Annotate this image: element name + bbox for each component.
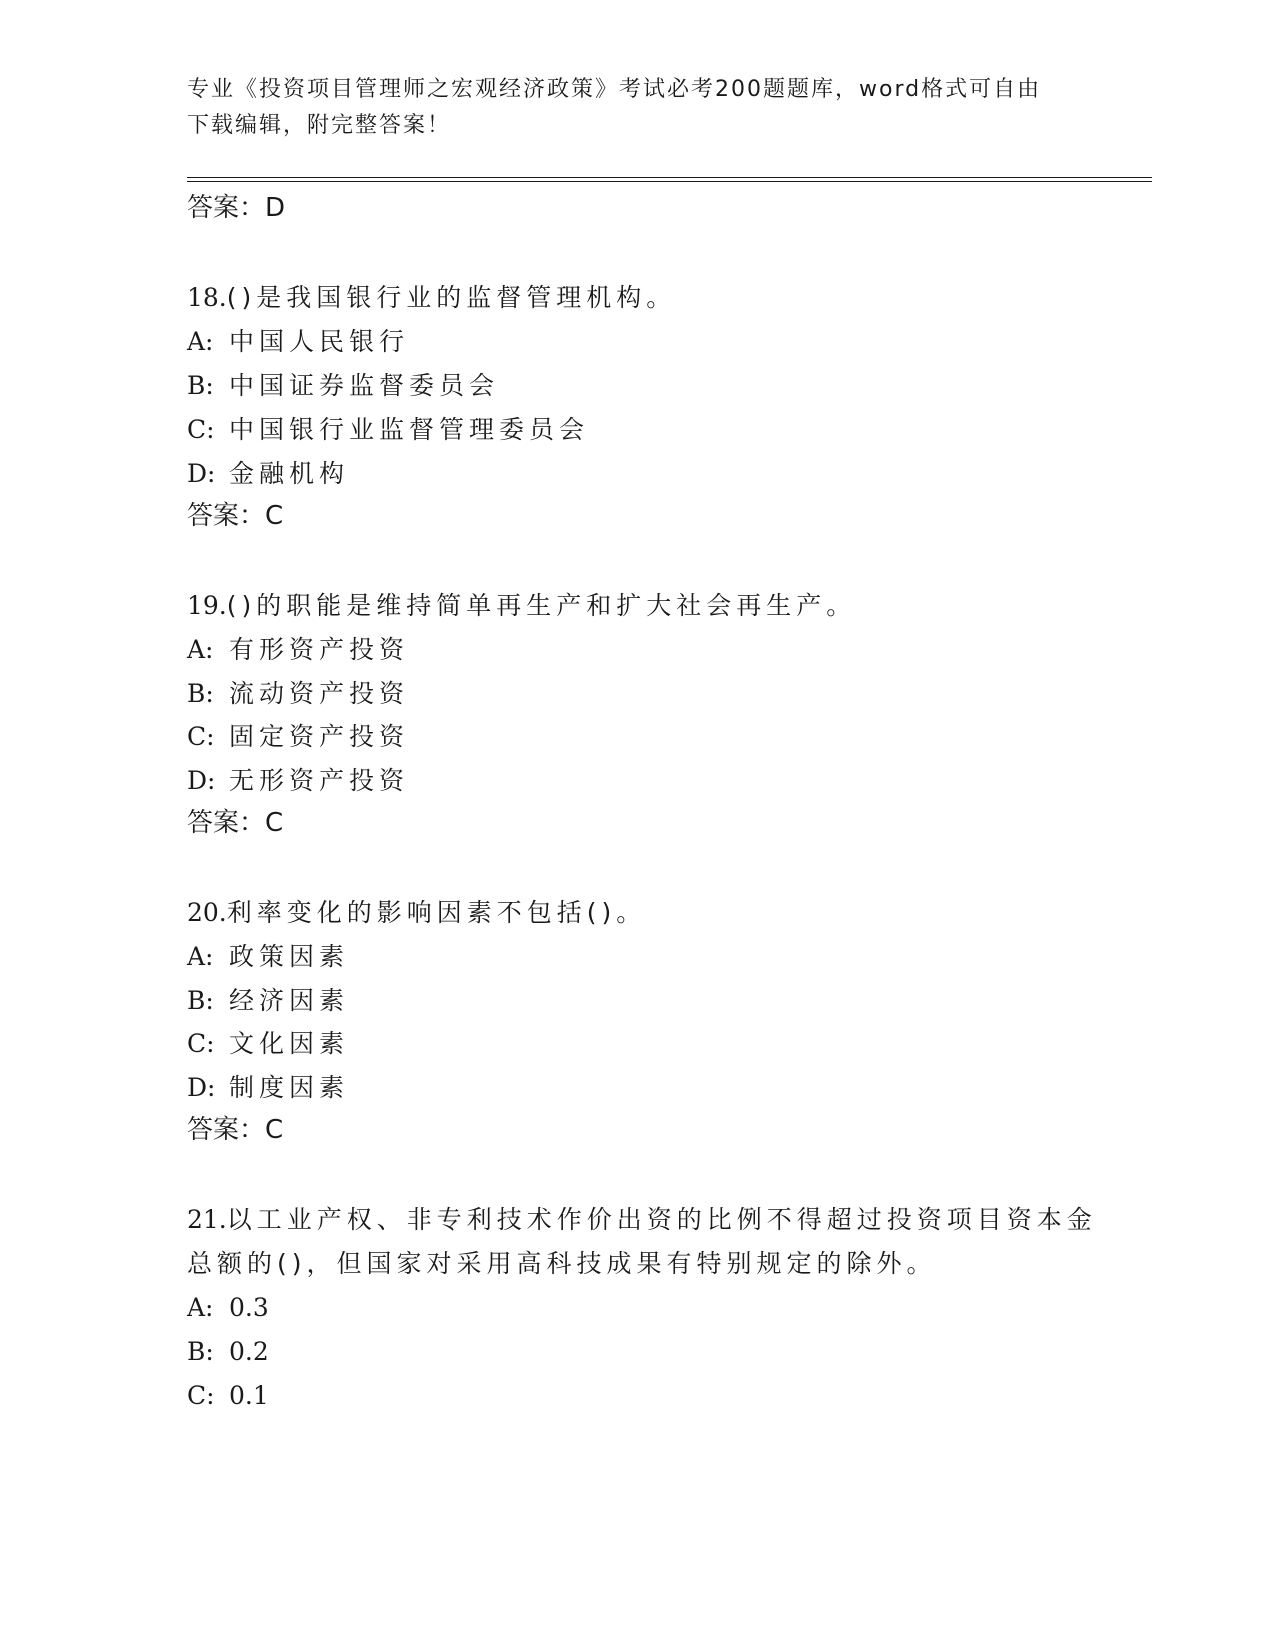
option-text: 中国银行业监督管理委员会 <box>229 415 590 444</box>
option-label: D: <box>187 1073 216 1102</box>
question-text: ()是我国银行业的监督管理机构。 <box>226 283 677 312</box>
option-label: C: <box>187 415 215 444</box>
question-19-answer: 答案：C <box>187 808 284 838</box>
option-text: 制度因素 <box>229 1073 350 1102</box>
option-text: 0.1 <box>229 1381 269 1410</box>
option-text: 0.2 <box>229 1337 269 1366</box>
option-label: C: <box>187 722 215 751</box>
question-number: 19. <box>187 591 227 620</box>
question-18-option-b <box>187 364 499 408</box>
option-text: 经济因素 <box>229 986 350 1015</box>
option-label: B: <box>187 679 214 708</box>
option-label: A: <box>187 1293 214 1322</box>
option-label: B: <box>187 371 214 400</box>
question-20-option-c <box>187 1022 349 1066</box>
question-21-option-c <box>187 1374 269 1418</box>
question-19-option-a <box>187 628 409 672</box>
question-19-option-c <box>187 715 409 759</box>
option-label: A: <box>187 942 214 971</box>
option-label: D: <box>187 766 216 795</box>
option-label: B: <box>187 986 214 1015</box>
question-number: 18. <box>187 283 227 312</box>
header-line-1: 专业《投资项目管理师之宏观经济政策》考试必考200题题库，word格式可自由 <box>187 77 1042 102</box>
question-21 <box>187 1198 1097 1242</box>
question-18-option-a <box>187 320 409 364</box>
previous-answer: 答案：D <box>187 193 286 223</box>
question-19-option-d <box>187 759 409 803</box>
question-21-option-b <box>187 1330 269 1374</box>
option-label: C: <box>187 1381 215 1410</box>
question-19-option-b <box>187 672 409 716</box>
question-text: 利率变化的影响因素不包括()。 <box>226 898 647 927</box>
question-number: 20. <box>187 898 227 927</box>
question-18-answer: 答案：C <box>187 501 284 531</box>
question-20-answer: 答案：C <box>187 1115 284 1145</box>
header-line-2: 下载编辑，附完整答案！ <box>187 113 452 138</box>
option-text: 文化因素 <box>229 1029 350 1058</box>
header-rule-top <box>187 177 1152 178</box>
option-text: 固定资产投资 <box>229 722 410 751</box>
option-text: 无形资产投资 <box>229 766 410 795</box>
option-label: D: <box>187 459 216 488</box>
option-label: B: <box>187 1337 214 1366</box>
option-text: 0.3 <box>229 1293 269 1322</box>
question-18-option-d <box>187 452 349 496</box>
option-text: 金融机构 <box>229 459 350 488</box>
question-20-option-a <box>187 935 349 979</box>
question-18 <box>187 276 676 320</box>
option-label: A: <box>187 635 214 664</box>
option-label: C: <box>187 1029 215 1058</box>
option-text: 流动资产投资 <box>229 679 410 708</box>
option-text: 政策因素 <box>229 942 350 971</box>
question-text: 以工业产权、非专利技术作价出资的比例不得超过投资项目资本金 <box>226 1205 1097 1234</box>
option-label: A: <box>187 327 214 356</box>
question-20 <box>187 891 646 935</box>
question-20-option-d <box>187 1066 349 1110</box>
header-rule-bottom <box>187 181 1152 182</box>
option-text: 中国人民银行 <box>229 327 410 356</box>
question-20-option-b <box>187 979 349 1023</box>
question-18-option-c <box>187 408 589 452</box>
question-19 <box>187 584 856 628</box>
question-21-line-2: 总额的()，但国家对采用高科技成果有特别规定的除外。 <box>187 1249 937 1278</box>
question-21-option-a <box>187 1286 269 1330</box>
question-text: ()的职能是维持简单再生产和扩大社会再生产。 <box>226 591 857 620</box>
question-number: 21. <box>187 1205 227 1234</box>
option-text: 中国证券监督委员会 <box>229 371 500 400</box>
option-text: 有形资产投资 <box>229 635 410 664</box>
